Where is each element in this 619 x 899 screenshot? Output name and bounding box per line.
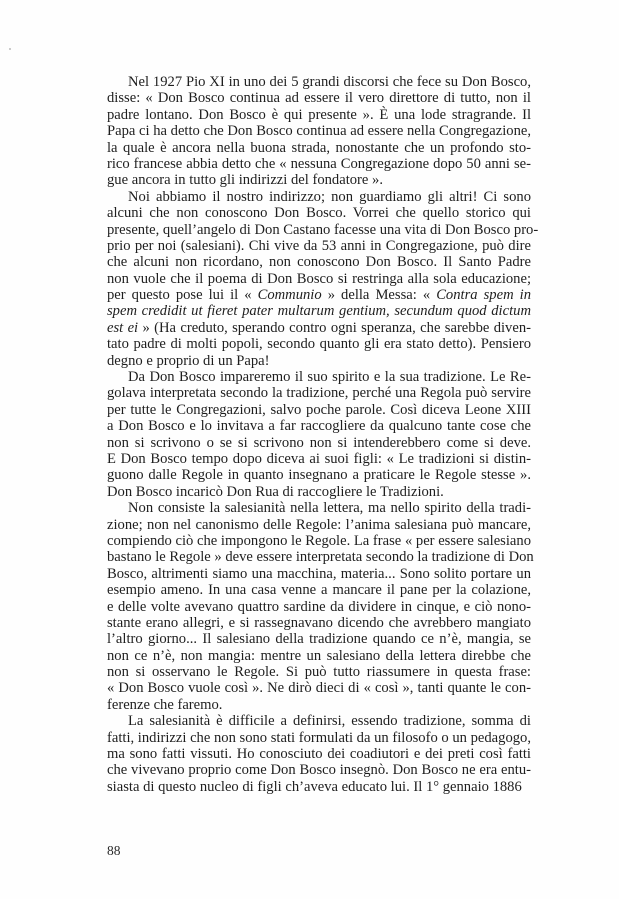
text-line: gue ancora in tutto gli indirizzi del fondatore ».: [107, 172, 383, 189]
paragraph: [107, 713, 531, 795]
text-line: E Don Bosco tempo dopo diceva ai suoi figli: « Le tradizioni si distin-: [107, 450, 531, 467]
paragraph: [107, 188, 539, 369]
text-line: zione; non nel canonismo delle Regole: l’anima salesiana può mancare,: [107, 516, 531, 533]
text-line: est ei » (Ha creduto, sperando contro ogni speranza, che sarebbe diven-: [107, 319, 531, 336]
text-line: stante erano allegri, e si rassegnavano dicendo che avrebbero mangiato: [107, 614, 531, 631]
text-line: esempio ameno. In una casa venne a mancare il pane per la colazione,: [107, 582, 531, 599]
text-line: tato padre di molti popoli, secondo quanto gli era stato detto). Pensiero: [107, 336, 531, 353]
text-line: ma sono fatti vissuti. Ho conosciuto dei coadiutori e dei preti così fatti: [107, 746, 531, 763]
text-line: guono dalle Regole in quanto insegnano a praticare le Regole stesse ».: [107, 467, 531, 484]
text-line: non vuole che il poema di Don Bosco si restringa alla sola educazione;: [107, 270, 531, 287]
latin-quote: Contra spem in: [436, 287, 532, 304]
text-line: degno e proprio di un Papa!: [107, 352, 270, 369]
text-line: Noi abbiamo il nostro indirizzo; non guardiamo gli altri! Ci sono: [128, 188, 531, 205]
text-line: presente, quell’angelo di Don Castano facesse una vita di Don Bosco pro-: [107, 221, 539, 238]
text-line: prio per noi (salesiani). Chi vive da 53 anni in Congregazione, può dire: [107, 237, 531, 254]
text-line: che alcuni non ricordano, non conoscono Don Bosco. Il Santo Padre: [107, 254, 531, 271]
text-line: fatti, indirizzi che non sono stati formulati da un filosofo o un pedagogo,: [107, 729, 531, 746]
text-line: non ce n’è, non mangia: mentre un salesiano della lettera direbbe che: [107, 647, 531, 664]
text-line: bastano le Regole » deve essere interpretata secondo la tradizione di Don: [107, 549, 534, 566]
text-line: ferenze che faremo.: [107, 696, 223, 713]
text-line: Don Bosco incaricò Don Rua di raccogliere le Tradizioni.: [107, 483, 444, 500]
text-line: la quale è ancora nella buona strada, nonostante che un profondo sto-: [107, 139, 531, 156]
text-line: non si scrivono o se si scrivono non si intenderebbero come si deve.: [107, 434, 531, 451]
text-line: e delle volte avevano quattro sardine da dividere in cinque, e ciò nono-: [107, 598, 531, 615]
text-line: La salesianità è difficile a definirsi, essendo tradizione, somma di: [128, 713, 531, 730]
text-line: Nel 1927 Pio XI in uno dei 5 grandi discorsi che fece su Don Bosco,: [128, 74, 531, 90]
text-line: alcuni che non conoscono Don Bosco. Vorrei che quello storico qui: [107, 205, 531, 222]
latin-quote: spem credidit ut fieret pater multarum gentium, secundum quod dictum: [107, 303, 531, 320]
paragraph: [107, 369, 531, 500]
text-line: Non consiste la salesianità nella lettera, ma nello spirito della tradi-: [128, 500, 531, 517]
text-line: l’altro giorno... Il salesiano della tradizione quando ce n’è, mangia, se: [107, 631, 531, 648]
latin-quote: est ei: [107, 319, 139, 336]
text-line: padre lontano. Don Bosco è qui presente ». È una lode stragrande. Il: [107, 106, 531, 123]
text-line: « Don Bosco vuole così ». Ne dirò dieci di « così », tanti quante le con-: [107, 680, 531, 697]
text-line: a Don Bosco e lo invitava a far raccogliere da qualcuno tante cose che: [107, 418, 531, 435]
page-number: 88: [107, 843, 121, 858]
text-line: Da Don Bosco impareremo il suo spirito e la sua tradizione. Le Re-: [128, 369, 531, 386]
scan-artifact: [9, 48, 11, 50]
text-line: disse: « Don Bosco continua ad essere il vero direttore di tutto, non il: [107, 90, 531, 107]
text-line: per tutte le Congregazioni, salvo poche parole. Così diceva Leone XIII: [107, 401, 531, 418]
text-line: per questo pose lui il « Communio » della Messa: « Contra spem in: [107, 287, 532, 304]
text-line: compiendo ciò che impongono le Regole. La frase « per essere salesiano: [107, 532, 531, 549]
text-line: Papa ci ha detto che Don Bosco continua ad essere nella Congregazione,: [107, 123, 531, 140]
text-line: Bosco, altrimenti siamo una macchina, materia... Sono solito portare un: [107, 565, 531, 582]
text-line: non si osservano le Regole. Si può tutto riassumere in questa frase:: [107, 664, 531, 681]
text-line: golava interpretata secondo la tradizione, perché una Regola può servire: [107, 385, 531, 402]
paragraph: [107, 500, 534, 713]
text-line: rico francese abbia detto che « nessuna Congregazione dopo 50 anni se-: [107, 155, 531, 172]
paragraph: [107, 74, 531, 189]
text-line: [107, 303, 531, 319]
latin-quote: Communio: [257, 287, 322, 304]
text-line: siasta di questo nucleo di figli ch’aveva educato lui. Il 1° gennaio 1886: [107, 778, 522, 795]
text-line: che vivevano proprio come Don Bosco insegnò. Don Bosco ne era entu-: [107, 762, 531, 779]
body-text: [107, 74, 539, 795]
